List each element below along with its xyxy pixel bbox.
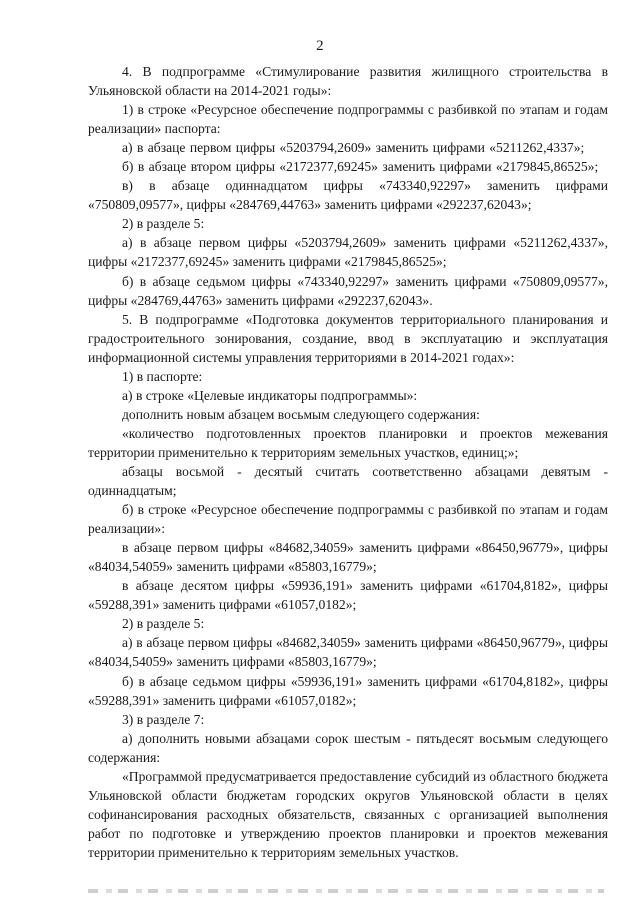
- paragraph-renumber: абзацы восьмой - десятый считать соответственно абзацами девятым - одиннадцатым;: [88, 463, 608, 499]
- paragraph-a-first-abzac: а) в абзаце первом цифры «5203794,2609» заменить цифрами «5211262,4337»;: [122, 140, 585, 156]
- paragraph-item-4: 4. В подпрограмме «Стимулирование развития жилищного строительства в Ульяновской области на 2014-2021 годы»:: [88, 64, 608, 99]
- paragraph-section-5-b: 2) в разделе 5:: [122, 616, 205, 632]
- paragraph-passport: 1) в паспорте:: [122, 368, 203, 384]
- paragraph-a-section-5-b: а) в абзаце первом цифры «84682,34059» заменить цифрами «86450,96779», цифры «84034,54059» заменить цифрами «85803,16779»;: [88, 635, 608, 670]
- paragraph-v-eleventh-abzac: в) в абзаце одиннадцатом цифры «743340,92297» заменить цифрами «750809,09577», цифры «284769,44763» заменить цифрами «292237,62043»;: [88, 178, 608, 213]
- paragraph-b-second-abzac: б) в абзаце втором цифры «2172377,69245» заменить цифрами «2179845,86525»;: [122, 159, 599, 175]
- paragraph-b-section-5: б) в абзаце седьмом цифры «743340,92297» заменить цифрами «750809,09577», цифры «284769,44763» заменить цифрами «292237,62043».: [88, 273, 608, 308]
- page-number: 2: [316, 38, 324, 54]
- paragraph-tenth-abzac: в абзаце десятом цифры «59936,191» заменить цифрами «61704,8182», цифры «59288,391» заменить цифрами «61057,0182»;: [88, 578, 608, 613]
- paragraph-add-eighth-abzac: дополнить новым абзацем восьмым следующего содержания:: [122, 406, 480, 422]
- paragraph-target-indicators: а) в строке «Целевые индикаторы подпрограммы»:: [122, 387, 418, 403]
- scan-artifact: [88, 889, 604, 893]
- document-body: [88, 62, 608, 862]
- paragraph-item-5: 5. В подпрограмме «Подготовка документов территориального планирования и градостроительного зонирования, создание, ввод в эксплуатацию и эксплуатация информационной системы управления территориями в 2014-2021 годах»:: [88, 311, 608, 365]
- paragraph-a-section-5: а) в абзаце первом цифры «5203794,2609» заменить цифрами «5211262,4337», цифры «2172377,69245» заменить цифрами «2179845,86525»;: [88, 235, 608, 270]
- paragraph-first-abzac-2: в абзаце первом цифры «84682,34059» заменить цифрами «86450,96779», цифры «84034,54059» заменить цифрами «85803,16779»;: [88, 540, 608, 575]
- paragraph-resource-row-2: б) в строке «Ресурсное обеспечение подпрограммы с разбивкой по этапам и годам реализации»:: [88, 502, 608, 537]
- paragraph-section-7: 3) в разделе 7:: [122, 711, 205, 727]
- paragraph-quoted-program: «Программой предусматривается предоставление субсидий из областного бюджета Ульяновской области бюджетам городских округов Ульяновской области в целях софинансирования расходных обязательств, связанных с организацией выполнения работ по подготовке и утверждению проектов планировки и проектов межевания территории применительно к территориям земельных участков.: [88, 768, 608, 860]
- paragraph-add-new-abzacs: а) дополнить новыми абзацами сорок шестым - пятьдесят восьмым следующего содержания:: [88, 730, 608, 765]
- paragraph-quoted-indicator: «количество подготовленных проектов планировки и проектов межевания территории применительно к территориям земельных участков, единиц;»;: [88, 425, 608, 460]
- paragraph-b-section-5-b: б) в абзаце седьмом цифры «59936,191» заменить цифрами «61704,8182», цифры «59288,391» заменить цифрами «61057,0182»;: [88, 673, 608, 708]
- paragraph-resource-row: 1) в строке «Ресурсное обеспечение подпрограммы с разбивкой по этапам и годам реализации» паспорта:: [88, 102, 608, 137]
- paragraph-section-5: 2) в разделе 5:: [122, 216, 205, 232]
